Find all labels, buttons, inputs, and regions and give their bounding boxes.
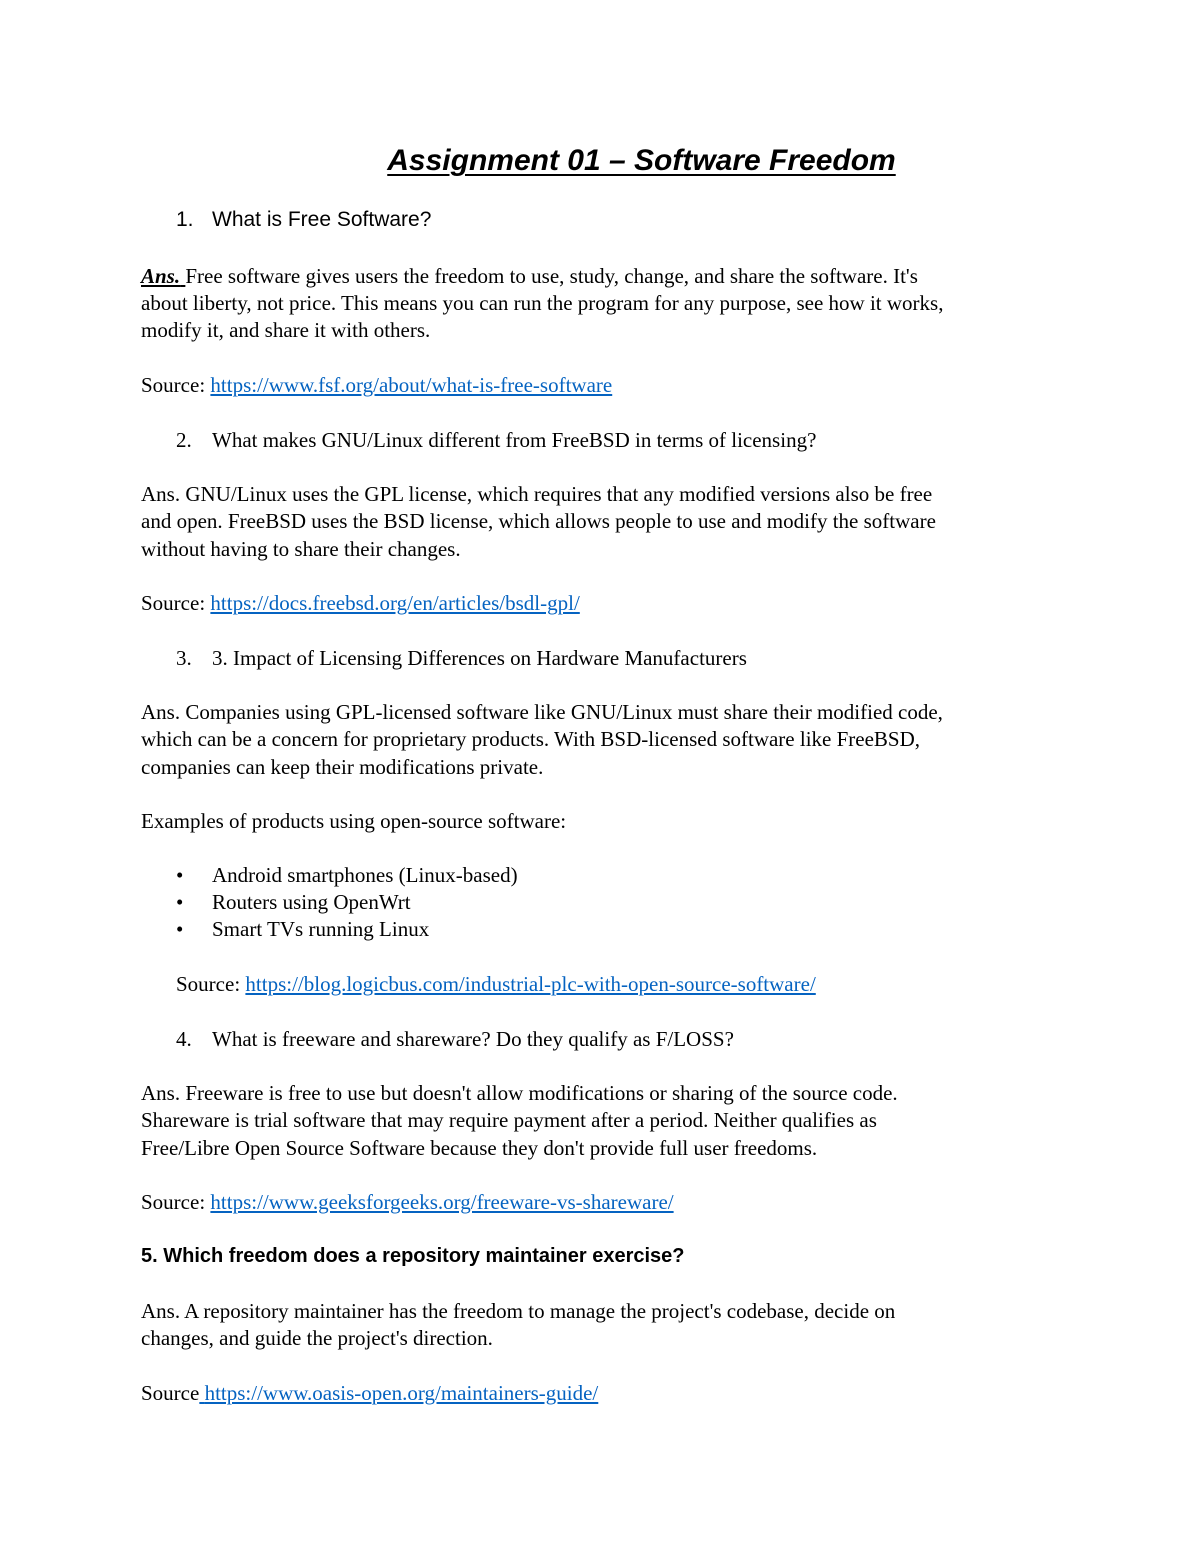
answer-5-line-1: Ans. A repository maintainer has the freedom to manage the project's codebase, decide on <box>141 1299 896 1323</box>
source-2-link[interactable]: https://docs.freebsd.org/en/articles/bsdl-gpl/ <box>210 591 580 615</box>
answer-4-line-3: Free/Libre Open Source Software because they don't provide full user freedoms. <box>141 1136 818 1160</box>
answer-1-line-1 <box>141 263 918 290</box>
answer-3-line-1: Ans. Companies using GPL-licensed software like GNU/Linux must share their modified code, <box>141 700 943 724</box>
source-5-label: Source <box>141 1381 200 1405</box>
answer-4-line-2: Shareware is trial software that may require payment after a period. Neither qualifies as <box>141 1108 877 1132</box>
source-4 <box>141 1189 674 1216</box>
source-5-link[interactable] <box>199 1381 598 1405</box>
source-1 <box>141 372 612 399</box>
source-5 <box>141 1380 598 1407</box>
bullet-icon: • <box>176 890 184 914</box>
question-4-number: 4. <box>176 1027 192 1051</box>
answer-2-line-2: and open. FreeBSD uses the BSD license, which allows people to use and modify the software <box>141 509 936 533</box>
bullet-icon: • <box>176 917 184 941</box>
question-1-text: What is Free Software? <box>212 208 432 231</box>
answer-1-line-3: modify it, and share it with others. <box>141 318 431 342</box>
question-1 <box>176 206 432 233</box>
question-1-number: 1. <box>176 208 194 231</box>
source-2-label: Source: <box>141 591 211 615</box>
question-5: 5. Which freedom does a repository maintainer exercise? <box>141 1245 685 1267</box>
source-4-link[interactable]: https://www.geeksforgeeks.org/freeware-vs-shareware/ <box>210 1190 674 1214</box>
list-item <box>176 889 411 916</box>
source-3 <box>176 971 816 998</box>
answer-3-line-3: companies can keep their modifications private. <box>141 755 544 779</box>
question-2 <box>176 427 817 454</box>
source-1-label: Source: <box>141 373 211 397</box>
question-2-number: 2. <box>176 428 192 452</box>
list-item-text: Routers using OpenWrt <box>212 890 411 914</box>
answer-1-label: Ans. <box>141 264 181 288</box>
question-4-text: What is freeware and shareware? Do they qualify as F/LOSS? <box>212 1027 734 1051</box>
question-3 <box>176 645 747 672</box>
answer-3-line-2: which can be a concern for proprietary products. With BSD-licensed software like FreeBSD, <box>141 727 921 751</box>
page-title: Assignment 01 – Software Freedom <box>387 144 896 177</box>
bullet-icon: • <box>176 863 184 887</box>
source-5-url: https://www.oasis-open.org/maintainers-guide/ <box>204 1381 599 1405</box>
list-item <box>176 862 518 889</box>
examples-intro: Examples of products using open-source software: <box>141 809 567 833</box>
answer-2-line-3: without having to share their changes. <box>141 537 461 561</box>
question-3-text: 3. Impact of Licensing Differences on Hardware Manufacturers <box>212 646 747 670</box>
source-3-label: Source: <box>176 972 246 996</box>
answer-1-line-2: about liberty, not price. This means you can run the program for any purpose, see how it works, <box>141 291 944 315</box>
answer-4-line-1: Ans. Freeware is free to use but doesn't allow modifications or sharing of the source code. <box>141 1081 898 1105</box>
source-1-link[interactable]: https://www.fsf.org/about/what-is-free-software <box>210 373 613 397</box>
answer-1-text-1: Free software gives users the freedom to use, study, change, and share the software. It's <box>185 264 918 288</box>
list-item-text: Android smartphones (Linux-based) <box>212 863 518 887</box>
answer-2-line-1: Ans. GNU/Linux uses the GPL license, which requires that any modified versions also be free <box>141 482 933 506</box>
list-item-text: Smart TVs running Linux <box>212 917 430 941</box>
list-item <box>176 916 430 943</box>
question-4 <box>176 1026 734 1053</box>
answer-5-line-2: changes, and guide the project's direction. <box>141 1326 493 1350</box>
source-2 <box>141 590 580 617</box>
source-3-link[interactable]: https://blog.logicbus.com/industrial-plc-with-open-source-software/ <box>245 972 816 996</box>
question-3-number: 3. <box>176 646 192 670</box>
question-2-text: What makes GNU/Linux different from FreeBSD in terms of licensing? <box>212 428 817 452</box>
source-4-label: Source: <box>141 1190 211 1214</box>
